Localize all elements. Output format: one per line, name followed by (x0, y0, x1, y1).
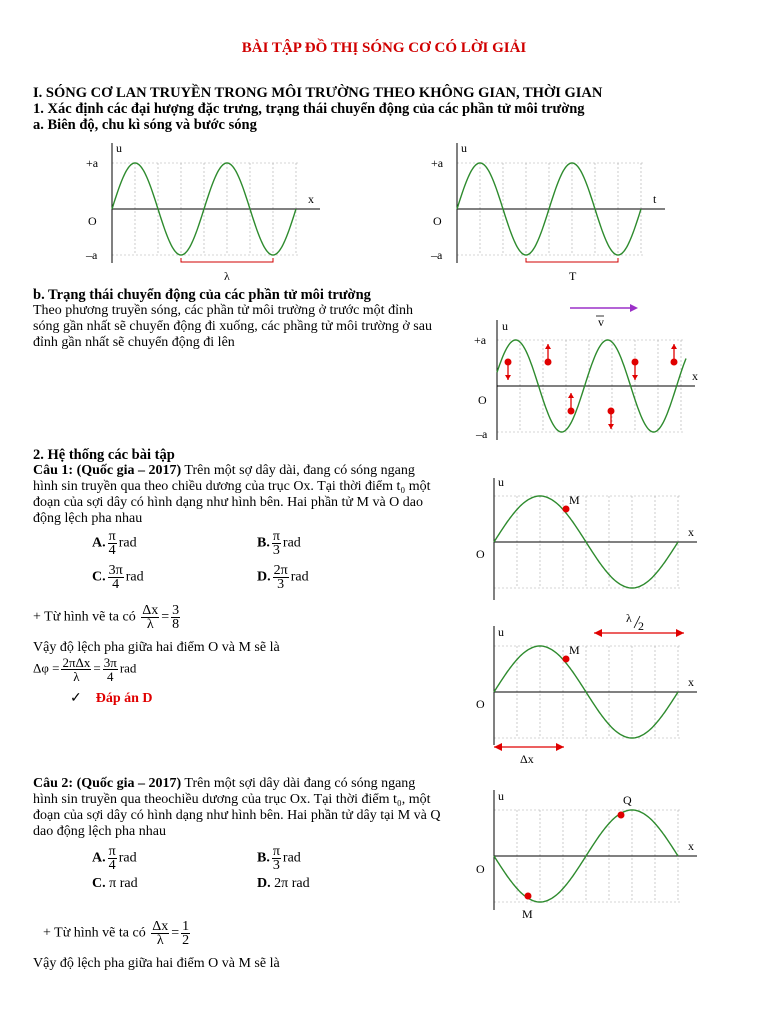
q1-solution-3: Δφ = $\frac{\text{2πΔx}}{\lambda}$ = $\frac{3\pi}{4}$ rad (33, 655, 137, 684)
q2-option-a[interactable]: A. $\frac{\pi}{4}$ rad (92, 844, 137, 873)
axis-x: x (688, 525, 694, 539)
text-line: sóng gần nhất sẽ chuyển động đi xuống, các phầng tử môi trường ở sau (33, 319, 432, 334)
sub-heading-a: a. Biên độ, chu kì sóng và bước sóng (33, 117, 257, 133)
q1-option-a[interactable]: A. $\frac{\pi}{4}$ rad (92, 529, 137, 558)
question-label: Câu 2: (33, 776, 74, 791)
label-origin: O (433, 214, 442, 228)
label-period: T (569, 269, 577, 283)
label-q: Q (623, 793, 632, 807)
label-origin: O (476, 697, 485, 711)
q1-answer: ✓ Đáp án D (70, 691, 153, 706)
arrow-head (671, 344, 677, 349)
graph-q1-solution (472, 600, 712, 770)
sub-heading-b: b. Trạng thái chuyển động của các phần tử môi trường (33, 287, 371, 303)
text-line: Theo phương truyền sóng, các phần tử môi trường ở trước một đỉnh (33, 303, 413, 318)
arrow-head (608, 424, 614, 429)
q2-option-d[interactable]: D. 2π rad (257, 876, 310, 891)
graph-motion-state (470, 300, 710, 450)
particle-point (671, 359, 678, 366)
arrow-head (545, 344, 551, 349)
text-line: dao động lệch pha nhau (33, 824, 166, 839)
label-half: 2 (638, 619, 644, 633)
label-dx: Δx (520, 752, 534, 766)
q2-solution-2: Vậy độ lệch pha giữa hai điểm O và M sẽ là (33, 956, 280, 971)
label-origin: O (476, 547, 485, 561)
question-source: (Quốc gia – 2017) (76, 776, 182, 791)
label-origin: O (88, 214, 97, 228)
paragraph-b (33, 303, 473, 351)
text-line: hình sin truyền qua theochiều dương của trục Ox. Tại thời điểm t₀, một (33, 792, 431, 807)
axis-u: u (498, 789, 504, 803)
section-heading: I. SÓNG CƠ LAN TRUYỀN TRONG MÔI TRƯỜNG THEO KHÔNG GIAN, THỜI GIAN (33, 85, 603, 101)
axis-x: x (692, 369, 698, 383)
label-velocity: v (598, 315, 604, 329)
label-lambda-half: λ (626, 611, 632, 625)
particle-point (608, 408, 615, 415)
arrow-head (632, 375, 638, 380)
label-m: M (522, 907, 533, 921)
arrow-head (568, 393, 574, 398)
label-minus-a: –a (431, 248, 443, 262)
axis-u: u (461, 141, 467, 155)
axis-u: u (502, 319, 508, 333)
particle-point (568, 408, 575, 415)
text-line: hình sin truyền qua theo chiều dương của trục Ox. Tại thời điểm t₀ một (33, 479, 431, 494)
question-label: Câu 1: (33, 463, 74, 478)
text-line: đoạn của sợi dây có hình dạng như hình bên. Hai phần tử M và O dao (33, 495, 423, 510)
page-title: BÀI TẬP ĐỒ THỊ SÓNG CƠ CÓ LỜI GIẢI (241, 40, 527, 56)
label-minus-a: –a (86, 248, 98, 262)
q1-solution-1: + Từ hình vẽ ta có $\frac{\Delta x}{\lambda}$ = $\frac{3}{8}$ (33, 603, 180, 632)
label-plus-a: +a (431, 156, 444, 170)
label-lambda: λ (224, 269, 230, 283)
text-line: Trên một sợ dây dài, đang có sóng ngang (181, 463, 415, 478)
label-plus-a: +a (474, 333, 487, 347)
particle-point (632, 359, 639, 366)
question-1 (33, 463, 463, 527)
label-origin: O (476, 862, 485, 876)
text-line: đỉnh gần nhất sẽ chuyển động đi lên (33, 335, 235, 350)
sub-heading-1: 1. Xác định các đại hượng đặc trưng, trạng thái chuyển động của các phần tử môi trường (33, 101, 585, 117)
text-line: đoạn của sợi dây có hình dạng như hình bên. Hai phần tử dây tại M và Q (33, 808, 441, 823)
particle-point (505, 359, 512, 366)
q1-option-d[interactable]: D. $\frac{2\pi}{3}$ rad (257, 563, 309, 592)
label-m: M (569, 643, 580, 657)
question-source: (Quốc gia – 2017) (76, 463, 182, 478)
graph-period (425, 138, 685, 298)
graph-q1 (472, 470, 712, 610)
text-line: Trên một sợi dây dài đang có sóng ngang (181, 776, 416, 791)
axis-u: u (116, 141, 122, 155)
particle-point (545, 359, 552, 366)
graph-wavelength (80, 138, 340, 298)
label-minus-a: –a (476, 427, 488, 441)
axis-x: x (688, 675, 694, 689)
label-m: M (569, 493, 580, 507)
q2-solution-1: + Từ hình vẽ ta có $\frac{\Delta x}{\lambda}$ = $\frac{1}{2}$ (43, 919, 190, 948)
label-plus-a: +a (86, 156, 99, 170)
axis-u: u (498, 475, 504, 489)
q1-solution-2: Vậy độ lệch pha giữa hai điểm O và M sẽ là (33, 640, 280, 655)
axis-t: t (653, 192, 657, 206)
question-2 (33, 776, 463, 840)
axis-x: x (308, 192, 314, 206)
section2-heading: 2. Hệ thống các bài tập (33, 447, 175, 463)
q2-option-c[interactable]: C. π rad (92, 876, 138, 891)
axis-u: u (498, 625, 504, 639)
graph-q2 (472, 780, 712, 930)
q1-option-c[interactable]: C. $\frac{3\pi}{4}$ rad (92, 563, 144, 592)
text-line: động lệch pha nhau (33, 511, 143, 526)
q1-option-b[interactable]: B. $\frac{\pi}{3}$ rad (257, 529, 301, 558)
check-icon: ✓ (70, 691, 82, 706)
q2-option-b[interactable]: B. $\frac{\pi}{3}$ rad (257, 844, 301, 873)
label-origin: O (478, 393, 487, 407)
axis-x: x (688, 839, 694, 853)
arrow-head (505, 375, 511, 380)
